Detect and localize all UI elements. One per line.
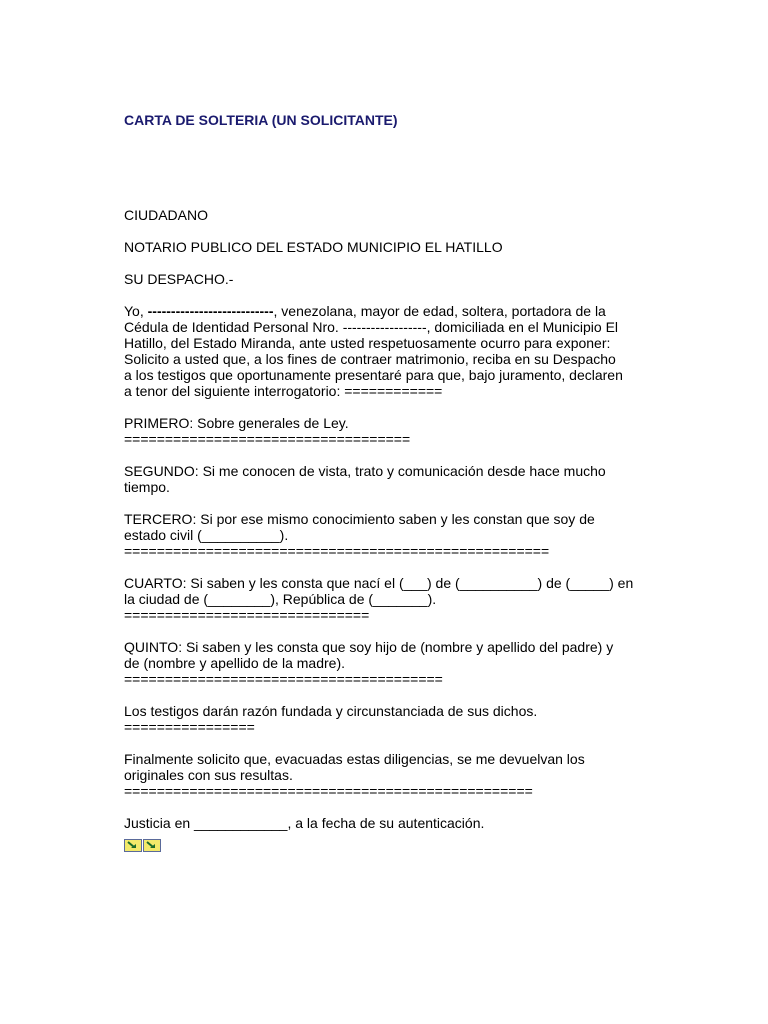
addressee-line-despacho <box>124 271 664 287</box>
nav-icons <box>124 839 162 852</box>
segundo-line-1: SEGUNDO: Si me conocen de vista, trato y comunicación desde hace mucho <box>124 463 606 479</box>
cuarto-paragraph <box>124 575 664 623</box>
intro-paragraph <box>124 303 664 399</box>
cierre-line: Justicia en ____________, a la fecha de su autenticación. <box>124 815 485 831</box>
quinto-line-2: de (nombre y apellido de la madre). <box>124 655 346 671</box>
finalmente-line-2: originales con sus resultas. <box>124 767 293 783</box>
finalmente-line-1: Finalmente solicito que, evacuadas estas diligencias, se me devuelvan los <box>124 751 585 767</box>
cuarto-line-1: CUARTO: Si saben y les consta que nací el (___) de (__________) de (_____) en <box>124 575 634 591</box>
intro-line-6: a tenor del siguiente interrogatorio: ============ <box>124 383 443 399</box>
intro-line-5: a los testigos que oportunamente presentaré para que, bajo juramento, declaren <box>124 367 623 383</box>
intro-line-2: Cédula de Identidad Personal Nro. ------------------, domiciliada en el Municipio El <box>124 319 619 335</box>
intro-name-blank: --------------------------- <box>147 303 274 319</box>
quinto-paragraph <box>124 639 664 687</box>
testigos-paragraph <box>124 703 664 735</box>
cuarto-line-2: la ciudad de (________), República de (_______). <box>124 591 437 607</box>
intro-line-3: Hatillo, del Estado Miranda, ante usted respetuosamente ocurro para exponer: <box>124 335 611 351</box>
tercero-line-3: ==================================================== <box>124 543 550 559</box>
cuarto-line-3: ============================== <box>124 607 370 623</box>
primero-paragraph <box>124 415 664 447</box>
cierre-paragraph <box>124 815 664 831</box>
addressee-line-notario <box>124 239 664 255</box>
segundo-line-2: tiempo. <box>124 479 170 495</box>
finalmente-paragraph <box>124 751 664 799</box>
intro-line-1 <box>124 303 664 319</box>
addressee-line-ciudadano <box>124 207 664 223</box>
intro-prefix: Yo, <box>124 303 148 319</box>
primero-line-1: PRIMERO: Sobre generales de Ley. <box>124 415 349 431</box>
tercero-line-1: TERCERO: Si por ese mismo conocimiento saben y les constan que soy de <box>124 511 595 527</box>
testigos-line-1: Los testigos darán razón fundada y circunstanciada de sus dichos. <box>124 703 538 719</box>
quinto-line-3: ======================================= <box>124 671 443 687</box>
addressee-notario: NOTARIO PUBLICO DEL ESTADO MUNICIPIO EL HATILLO <box>124 239 503 255</box>
finalmente-line-3: ================================================== <box>124 783 533 799</box>
intro-rest: , venezolana, mayor de edad, soltera, portadora de la <box>273 303 606 319</box>
primero-line-2: =================================== <box>124 431 411 447</box>
arrow-down-right-icon[interactable] <box>124 839 142 852</box>
document-body <box>124 207 664 847</box>
addressee-despacho: SU DESPACHO.- <box>124 271 234 287</box>
segundo-paragraph <box>124 463 664 495</box>
intro-line-4: Solicito a usted que, a los fines de contraer matrimonio, reciba en su Despacho <box>124 351 616 367</box>
tercero-line-2: estado civil (__________). <box>124 527 289 543</box>
testigos-line-2: ================ <box>124 719 255 735</box>
quinto-line-1: QUINTO: Si saben y les consta que soy hijo de (nombre y apellido del padre) y <box>124 639 614 655</box>
arrow-down-right-icon[interactable] <box>143 839 161 852</box>
document-title: CARTA DE SOLTERIA (UN SOLICITANTE) <box>124 112 398 128</box>
addressee-ciudadano: CIUDADANO <box>124 207 209 223</box>
tercero-paragraph <box>124 511 664 559</box>
